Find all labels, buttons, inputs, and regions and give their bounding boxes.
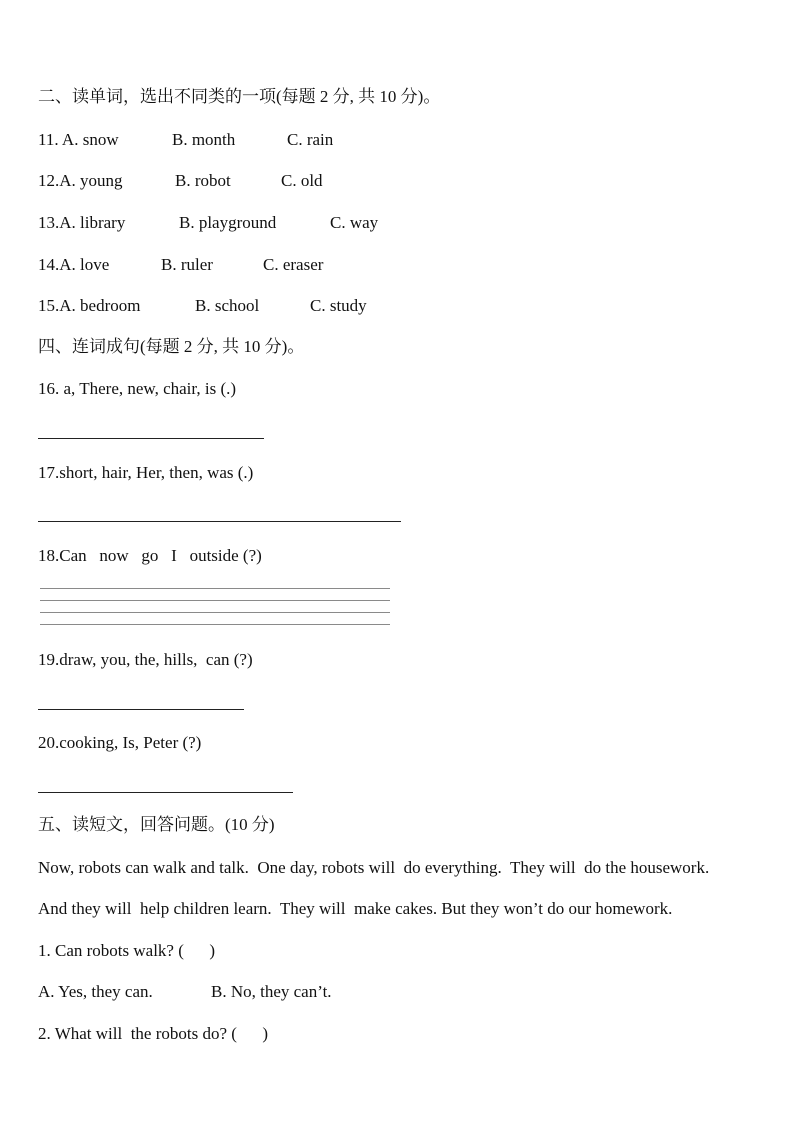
question-11-option-a: 11. A. snow [38,130,119,149]
question-13-option-a: 13.A. library [38,213,126,232]
question-17-prompt: 17.short, hair, Her, then, was (.) [38,463,254,482]
passage-line-2: And they will help children learn. They will make cakes. But they won’t do our homework. [38,899,673,918]
question-19-prompt: 19.draw, you, the, hills, can (?) [38,650,253,669]
question-20-prompt: 20.cooking, Is, Peter (?) [38,733,202,752]
passage-line-1: Now, robots can walk and talk. One day, robots will do everything. They will do the housework. [38,858,710,877]
question-15-option-a: 15.A. bedroom [38,296,141,315]
question-19-answer-line [38,709,244,710]
question-18-writing-line [40,588,390,589]
question-12-option-c: C. old [281,171,323,190]
question-12-option-b: B. robot [175,171,231,190]
reading-question-1: 1. Can robots walk? ( ) [38,941,216,960]
question-18-prompt: 18.Can now go I outside (?) [38,546,262,565]
question-12-option-a: 12.A. young [38,171,123,190]
question-20-answer-line [38,792,293,793]
question-13-option-c: C. way [330,213,379,232]
question-14-option-b: B. ruler [161,255,213,274]
reading-question-1-option-a: A. Yes, they can. [38,982,153,1001]
question-16-prompt: 16. a, There, new, chair, is (.) [38,379,237,398]
question-14-option-a: 14.A. love [38,255,110,274]
question-11-option-c: C. rain [287,130,334,149]
question-18-writing-line [40,624,390,625]
section-5-heading: 五、读短文，回答问题。(10 分) [38,815,275,834]
question-13-option-b: B. playground [179,213,277,232]
section-4-heading: 四、连词成句(每题 2 分, 共 10 分)。 [38,337,305,356]
question-17-answer-line [38,521,401,522]
question-15-option-b: B. school [195,296,260,315]
reading-question-2: 2. What will the robots do? ( ) [38,1024,269,1043]
question-18-writing-line [40,600,390,601]
section-2-heading: 二、读单词，选出不同类的一项(每题 2 分, 共 10 分)。 [38,87,441,106]
question-11-option-b: B. month [172,130,236,149]
reading-question-1-option-b: B. No, they can’t. [211,982,332,1001]
question-15-option-c: C. study [310,296,367,315]
question-14-option-c: C. eraser [263,255,324,274]
question-16-answer-line [38,438,264,439]
question-18-writing-line [40,612,390,613]
